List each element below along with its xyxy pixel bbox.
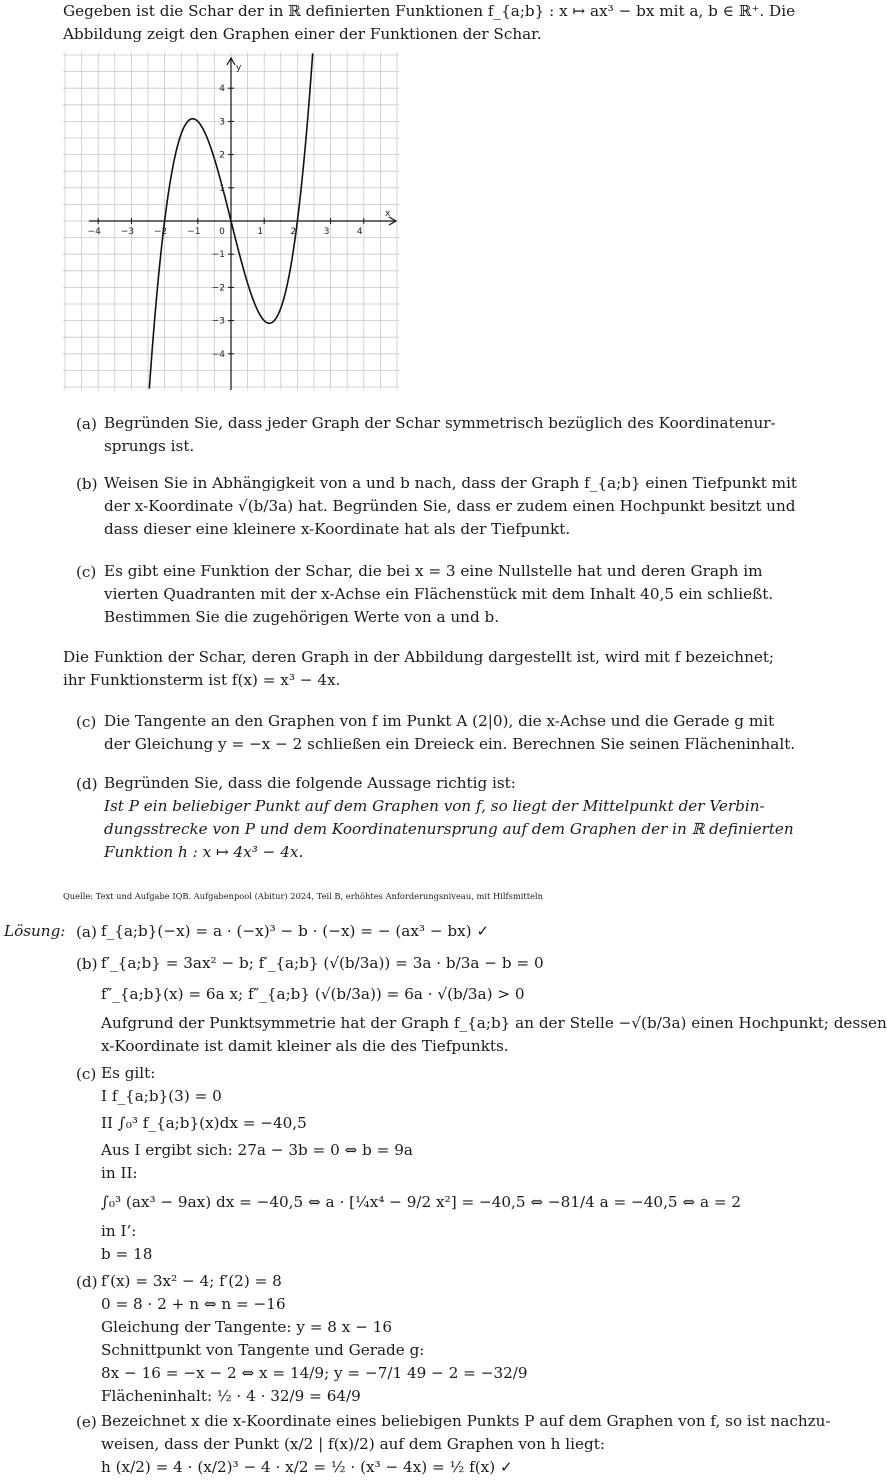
solution-label: (e) [76,1413,97,1431]
solution-line: Es gilt: [101,1064,156,1082]
solution-line: in II: [101,1164,138,1182]
y-tick-label: 3 [219,117,225,128]
solution-line: II ∫₀³ f_{a;b}(x)dx = −40,5 [101,1114,307,1132]
solution-b [76,952,887,1058]
solution-line: f′_{a;b} = 3ax² − b; f′_{a;b} (√(b/3a)) = 3a · b/3a − b = 0 [101,954,544,972]
solution-d [76,1270,736,1408]
solution-e [76,1410,831,1479]
task-line: dass dieser eine kleinere x-Koordinate hat als der Tiefpunkt. [104,520,571,538]
solution-line: x-Koordinate ist damit kleiner als die des Tiefpunkts. [101,1037,509,1055]
task-label: (c) [76,713,97,731]
x-tick-label: 3 [323,227,330,237]
solution-c [76,1062,742,1266]
task-1c [76,560,774,629]
function-description [63,646,775,692]
source-citation: Quelle: Text und Aufgabe IQB. Aufgabenpool (Abitur) 2024, Teil B, erhöhtes Anforderungsniveau, mit Hilfsmitteln [63,891,543,901]
y-axis-label: y [236,63,242,73]
x-tick-label: 2 [290,227,297,237]
solution-label: (c) [76,1065,97,1083]
task-line: Begründen Sie, dass die folgende Aussage richtig ist: [104,774,516,792]
x-tick-label: −1 [187,227,201,237]
task-line: Weisen Sie in Abhängigkeit von a und b nach, dass der Graph f_{a;b} einen Tiefpunkt mit [104,474,798,492]
task-line: Die Tangente an den Graphen von f im Punkt A (2|0), die x-Achse und die Gerade g mit [104,712,775,730]
solution-label: (b) [76,955,98,973]
task-label: (d) [76,775,98,793]
task-line: Begründen Sie, dass jeder Graph der Schar symmetrisch bezüglich des Koordinatenur- [104,414,776,432]
solution-label: (a) [76,923,97,941]
solution-line: weisen, dass der Punkt (x/2 | f(x)/2) auf dem Graphen von h liegt: [101,1435,605,1453]
x-tick-label: −3 [120,227,135,237]
task-line: sprungs ist. [104,437,195,455]
task-1a [76,412,776,458]
task-line: Bestimmen Sie die zugehörigen Werte von a und b. [104,608,500,626]
task-1b [76,472,798,541]
para-line-2: ihr Funktionsterm ist f(x) = x³ − 4x. [63,671,341,689]
task-statement-line: Ist P ein beliebiger Punkt auf dem Graphen von f, so liegt der Mittelpunkt der Verbin- [104,797,765,815]
intro-line-2: Abbildung zeigt den Graphen einer der Funktionen der Schar. [63,25,542,43]
solution-line: Bezeichnet x die x-Koordinate eines beliebigen Punkts P auf dem Graphen von f, so ist nachzu- [101,1412,831,1430]
y-tick-label: 2 [219,150,225,161]
solution-line: 0 = 8 · 2 + n ⇔ n = −16 [101,1295,286,1313]
task-2d [76,772,794,864]
y-tick-label: 1 [219,183,225,194]
x-axis-label: x [385,209,391,219]
intro-line-1: Gegeben ist die Schar der in ℝ definierten Funktionen f_{a;b} : x ↦ ax³ − bx mit a, b ∈ ℝ⁺. Die [63,2,796,20]
solution-a [76,920,736,943]
solution-line: b = 18 [101,1245,153,1263]
task-label: (c) [76,563,97,581]
x-tick-label: 1 [257,227,264,237]
x-tick-label: 0 [219,227,225,237]
solution-line: in I’: [101,1222,137,1240]
solution-line: f_{a;b}(−x) = a · (−x)³ − b · (−x) = − (ax³ − bx) ✓ [101,922,490,940]
solution-line: Schnittpunkt von Tangente und Gerade g: [101,1341,425,1359]
x-tick-label: 4 [356,227,363,237]
solution-line: Aufgrund der Punktsymmetrie hat der Graph f_{a;b} an der Stelle −√(b/3a) einen Hochpunkt; dessen [101,1014,887,1032]
solution-line: Flächeninhalt: ½ · 4 · 32/9 = 64/9 [101,1387,361,1405]
para-line-1: Die Funktion der Schar, deren Graph in der Abbildung dargestellt ist, wird mit f bezeichnet; [63,648,775,666]
function-graph [63,52,399,390]
solution-line: f″_{a;b}(x) = 6a x; f″_{a;b} (√(b/3a)) = 6a · √(b/3a) > 0 [101,985,525,1003]
task-line: vierten Quadranten mit der x-Achse ein Flächenstück mit dem Inhalt 40,5 ein schließt. [104,585,774,603]
solution-label: (d) [76,1273,98,1291]
x-tick-label: −4 [87,227,101,237]
solution-line: Aus I ergibt sich: 27a − 3b = 0 ⇔ b = 9a [101,1141,413,1159]
task-2c [76,710,796,756]
y-tick-label: −4 [211,349,225,360]
y-tick-label: 4 [219,84,225,95]
task-statement-line: Funktion h : x ↦ 4x³ − 4x. [104,843,304,861]
intro-text [63,0,796,46]
solution-line: ∫₀³ (ax³ − 9ax) dx = −40,5 ⇔ a · [¼x⁴ − 9/2 x²] = −40,5 ⇔ −81/4 a = −40,5 ⇔ a = 2 [101,1193,742,1211]
solution-line: Gleichung der Tangente: y = 8 x − 16 [101,1318,393,1336]
solution-heading: Lösung: [4,922,66,940]
solution-line: 8x − 16 = −x − 2 ⇔ x = 14/9; y = −7/1 49 − 2 = −32/9 [101,1364,528,1382]
task-label: (a) [76,415,97,433]
y-tick-label: −3 [211,316,225,327]
x-tick-label: −2 [153,227,168,237]
solution-line: f′(x) = 3x² − 4; f′(2) = 8 [101,1272,282,1290]
y-tick-label: −1 [211,250,225,261]
task-line: der Gleichung y = −x − 2 schließen ein Dreieck ein. Berechnen Sie seinen Flächeninhalt. [104,735,796,753]
y-tick-label: −2 [211,283,225,294]
solution-line: I f_{a;b}(3) = 0 [101,1087,222,1105]
solution-line: h (x/2) = 4 · (x/2)³ − 4 · x/2 = ½ · (x³ − 4x) = ½ f(x) ✓ [101,1458,513,1476]
task-line: Es gibt eine Funktion der Schar, die bei x = 3 eine Nullstelle hat und deren Graph im [104,562,763,580]
task-statement-line: dungsstrecke von P und dem Koordinatenursprung auf dem Graphen der in ℝ definierten [104,820,794,838]
task-label: (b) [76,475,98,493]
task-line: der x-Koordinate √(b/3a) hat. Begründen Sie, dass er zudem einen Hochpunkt besitzt und [104,497,796,515]
